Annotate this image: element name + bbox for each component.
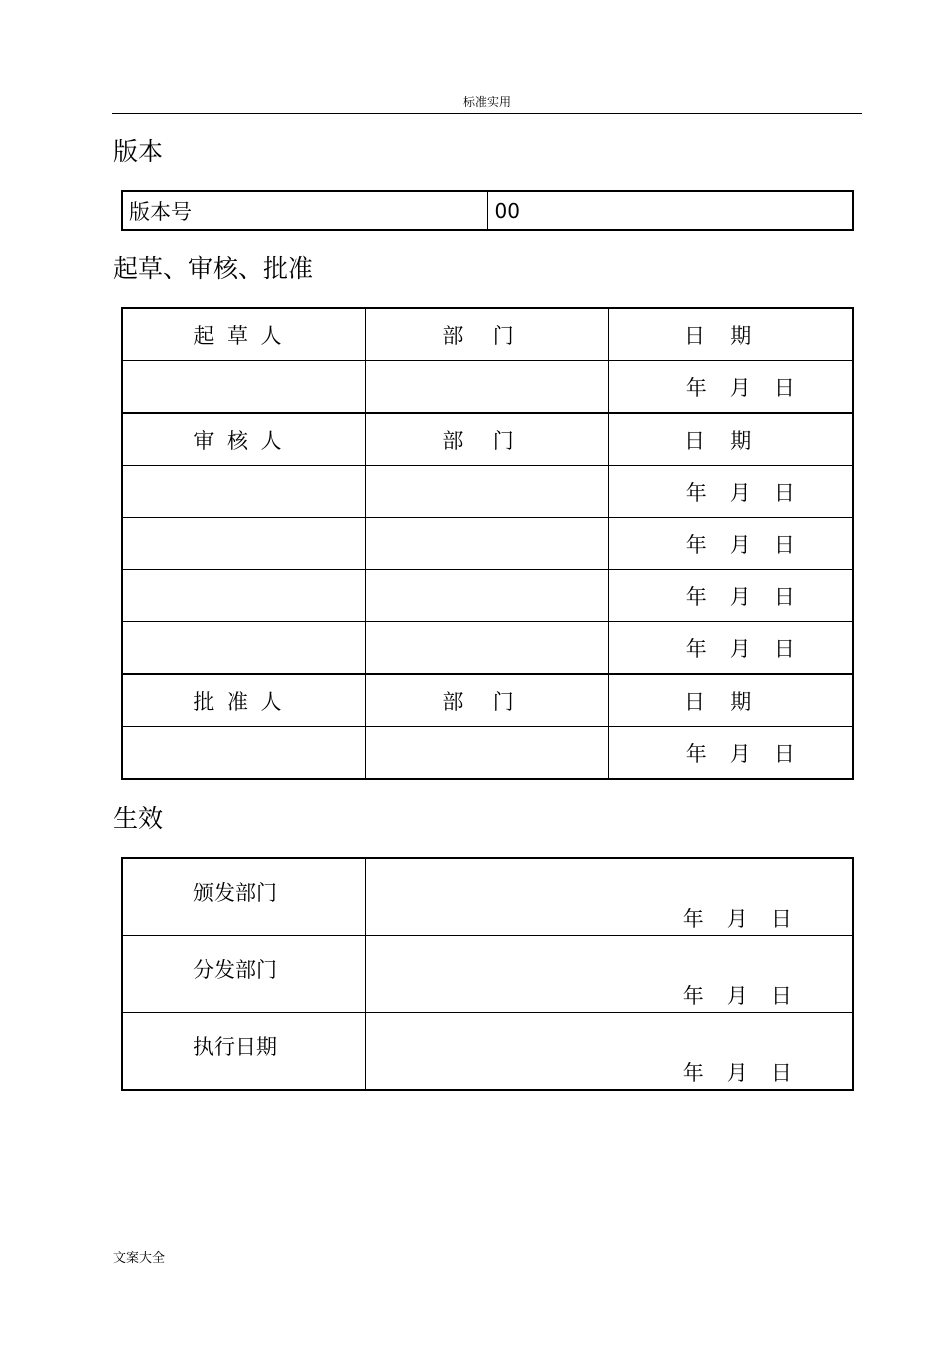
- effective-date-label: 执行日期: [122, 1013, 365, 1091]
- reviewer-date-cell[interactable]: 年月日: [608, 622, 853, 675]
- reviewer-row: [122, 570, 853, 622]
- drafter-header: 起草人: [122, 308, 365, 361]
- reviewer-name-cell[interactable]: [122, 466, 365, 518]
- date-header: 日期: [608, 413, 853, 466]
- reviewer-dept-cell[interactable]: [365, 518, 608, 570]
- reviewer-header-row: [122, 413, 853, 466]
- reviewer-dept-cell[interactable]: [365, 570, 608, 622]
- effect-row: [122, 1013, 853, 1091]
- reviewer-name-cell[interactable]: [122, 518, 365, 570]
- page-footer: 文案大全: [113, 1251, 166, 1266]
- version-section-title: 版本: [113, 137, 164, 166]
- reviewer-name-cell[interactable]: [122, 570, 365, 622]
- approver-header-row: [122, 674, 853, 727]
- approver-header: 批准人: [122, 674, 365, 727]
- date-header: 日期: [608, 308, 853, 361]
- drafter-date-cell[interactable]: 年月日: [608, 361, 853, 414]
- effective-date-value[interactable]: 年月日: [365, 1013, 853, 1091]
- drafter-row: [122, 361, 853, 414]
- approval-section-title: 起草、审核、批准: [113, 254, 314, 283]
- approver-dept-cell[interactable]: [365, 727, 608, 780]
- effect-row: [122, 936, 853, 1013]
- effect-section-title: 生效: [113, 804, 164, 833]
- version-label: 版本号: [122, 191, 487, 230]
- version-row: [122, 191, 853, 230]
- distribution-dept-date[interactable]: 年月日: [365, 936, 853, 1013]
- reviewer-date-cell[interactable]: 年月日: [608, 518, 853, 570]
- approver-date-cell[interactable]: 年月日: [608, 727, 853, 780]
- drafter-header-row: [122, 308, 853, 361]
- drafter-name-cell[interactable]: [122, 361, 365, 414]
- effect-table: [121, 857, 854, 1091]
- reviewer-date-cell[interactable]: 年月日: [608, 570, 853, 622]
- dept-header: 部门: [365, 308, 608, 361]
- dept-header: 部门: [365, 674, 608, 727]
- drafter-dept-cell[interactable]: [365, 361, 608, 414]
- reviewer-name-cell[interactable]: [122, 622, 365, 675]
- version-table: [121, 190, 854, 231]
- approver-row: [122, 727, 853, 780]
- distribution-dept-label: 分发部门: [122, 936, 365, 1013]
- reviewer-dept-cell[interactable]: [365, 466, 608, 518]
- date-header: 日期: [608, 674, 853, 727]
- approval-table: [121, 307, 854, 780]
- reviewer-row: [122, 622, 853, 675]
- page-header: 标准实用: [462, 95, 511, 109]
- reviewer-row: [122, 466, 853, 518]
- header-divider: [112, 113, 862, 114]
- dept-header: 部门: [365, 413, 608, 466]
- issue-dept-date[interactable]: 年月日: [365, 858, 853, 936]
- issue-dept-label: 颁发部门: [122, 858, 365, 936]
- reviewer-header: 审核人: [122, 413, 365, 466]
- reviewer-row: [122, 518, 853, 570]
- version-value[interactable]: 00: [487, 191, 853, 230]
- approver-name-cell[interactable]: [122, 727, 365, 780]
- effect-row: [122, 858, 853, 936]
- reviewer-dept-cell[interactable]: [365, 622, 608, 675]
- reviewer-date-cell[interactable]: 年月日: [608, 466, 853, 518]
